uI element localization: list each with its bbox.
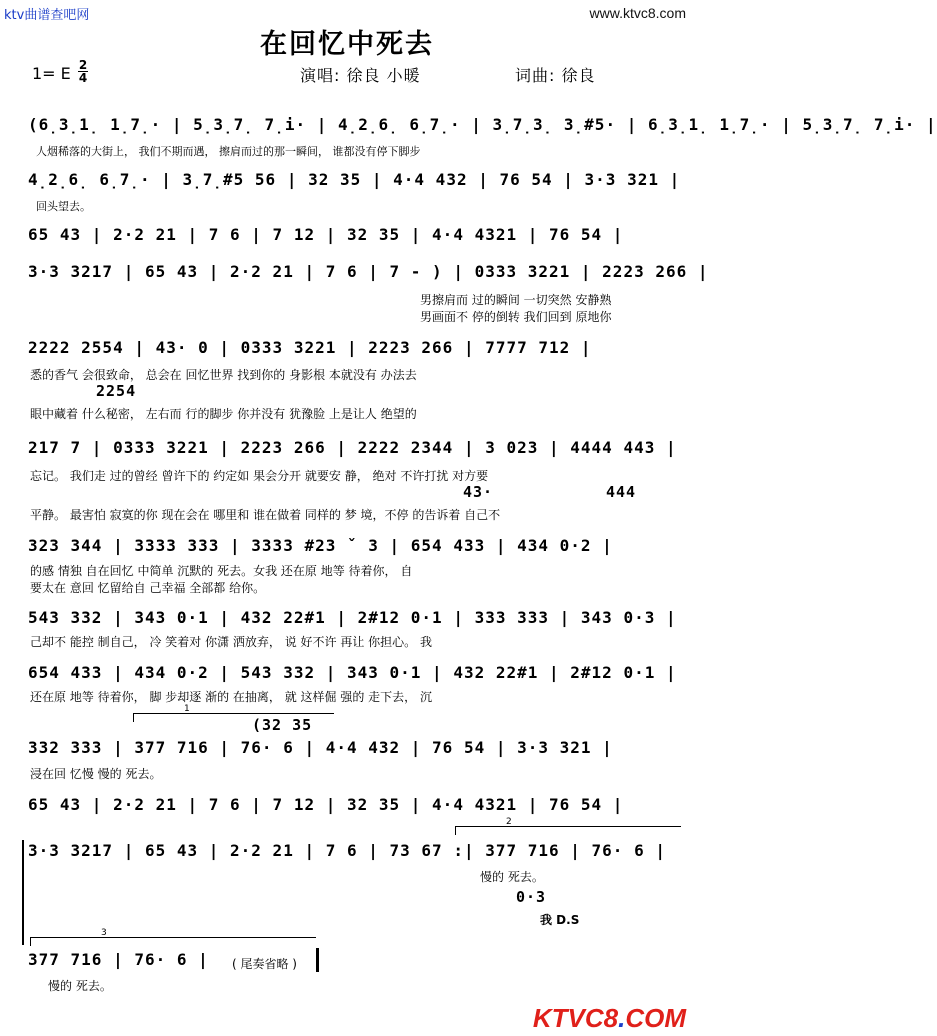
notation-line-11: 65 43 | 2·2 21 | 7 6 | 7 12 | 32 35 | 4·4 4321 | 76 54 |	[28, 795, 624, 814]
time-bottom: 4	[78, 71, 88, 85]
lyric-line-9: 还在原 地等 待着你， 脚 步却逐 渐的 在抽离， 就 这样倔 强的 走下去， 沉	[30, 690, 432, 704]
notation-line-9: 654 433 | 434 0·2 | 543 332 | 343 0·1 | 432 22#1 | 2#12 0·1 |	[28, 663, 677, 682]
writer-credit: 词曲: 徐良	[515, 66, 596, 85]
notation-line-10-alt: (32 35	[252, 716, 313, 734]
lyric-line-6b: 平静。 最害怕 寂寞的你 现在会在 哪里和 谁在做着 同样的 梦 境，不停 的告诉着 自己不	[30, 508, 501, 522]
notation-line-5-alt: 2254	[96, 382, 137, 400]
lyric-line-5a: 悉的香气 会很致命， 总会在 回忆世界 找到你的 身影根 本就没有 办法去	[30, 368, 417, 382]
singer-credit: 演唱: 徐良 小暖	[300, 66, 421, 85]
notation-line-4: 3·3 3217 | 65 43 | 2·2 21 | 7 6 | 7 - ) | 0333 3221 | 2223 266 |	[28, 262, 709, 281]
volta-label-1: 1	[184, 704, 190, 714]
notation-line-13: 377 716 | 76· 6 |	[28, 950, 209, 969]
notation-line-12-alt: 0·3	[516, 888, 547, 906]
lyric-line-12b: 我 D.S	[540, 913, 580, 927]
notation-line-6-alt-a: 43·	[463, 483, 494, 501]
notation-line-5: 2222 2554 | 43· 0 | 0333 3221 | 2223 266 | 7777 712 |	[28, 338, 592, 357]
volta-bracket-3	[30, 928, 316, 946]
time-top: 2	[78, 58, 88, 72]
lyric-line-7a: 的感 情独 自在回忆 中简单 沉默的 死去。女我 还在原 地等 待着你， 自	[30, 564, 413, 578]
notation-line-10: 332 333 | 377 716 | 76· 6 | 4·4 432 | 76 54 | 3·3 321 |	[28, 738, 613, 757]
brand-watermark	[533, 1003, 686, 1034]
site-url-right: www.ktvc8.com	[589, 5, 686, 21]
notation-line-3: 65 43 | 2·2 21 | 7 6 | 7 12 | 32 35 | 4·4 4321 | 76 54 |	[28, 225, 624, 244]
lyric-line-7b: 要太在 意回 忆留给自 己幸福 全部都 给你。	[30, 581, 266, 595]
brand-main: KTVC8	[532, 1003, 619, 1033]
site-name-left: ktv曲谱查吧网	[4, 8, 90, 23]
system-bracket	[22, 840, 24, 945]
lyric-line-13: 慢的 死去。	[48, 979, 112, 993]
lyric-line-12a: 慢的 死去。	[480, 870, 544, 884]
volta-label-3: 3	[101, 928, 107, 938]
notation-line-7: 323 344 | 3333 333 | 3333 #23 ˇ 3 | 654 433 | 434 0·2 |	[28, 536, 613, 555]
lyric-line-5b: 眼中藏着 什么秘密， 左右而 行的脚步 你并没有 犹豫脸 上是让人 绝望的	[30, 407, 417, 421]
lyric-line-1: 人烟稀落的大街上， 我们不期而遇， 擦肩而过的那一瞬间， 谁都没有停下脚步	[36, 145, 421, 158]
lyric-line-4b: 男画面不 停的倒转 我们回到 原地你	[420, 310, 612, 324]
lyric-line-8: 己却不 能控 制自己， 冷 笑着对 你潇 洒放弃， 说 好不许 再让 你担心。 我	[30, 635, 432, 649]
notation-line-8: 543 332 | 343 0·1 | 432 22#1 | 2#12 0·1 | 333 333 | 343 0·3 |	[28, 608, 677, 627]
brand-tail: COM	[625, 1003, 686, 1033]
lyric-line-10: 浸在回 忆慢 慢的 死去。	[30, 767, 162, 781]
notation-line-6: 217 7 | 0333 3221 | 2223 266 | 2222 2344 | 3 023 | 4444 443 |	[28, 438, 677, 457]
outro-omitted-note: ( 尾奏省略 )	[232, 957, 297, 971]
volta-bracket-2	[455, 817, 681, 835]
song-title: 在回忆中死去	[260, 29, 434, 60]
lyric-line-2: 回头望去。	[36, 200, 91, 213]
end-barline	[316, 948, 319, 972]
key-signature: 1= E	[32, 64, 71, 83]
lyric-line-6a: 忘记。 我们走 过的曾经 曾许下的 约定如 果会分开 就要安 静， 绝对 不许打扰 对方要	[30, 469, 489, 483]
notation-line-12: 3·3 3217 | 65 43 | 2·2 21 | 7 6 | 73 67 :| 377 716 | 76· 6 |	[28, 841, 666, 860]
notation-line-6-alt-b: 444	[606, 483, 637, 501]
volta-label-2: 2	[506, 817, 512, 827]
notation-line-1: (6̣3̣1̣ 1̣7̣· | 5̣3̣7̣ 7̣i· | 4̣2̣6̣ 6̣7̣· | 3̣7̣3̣ 3̣#5· | 6̣3̣1̣ 1̣7̣· | 5̣3̣7̣ 7̣i· |	[28, 115, 937, 134]
notation-line-2: 4̣2̣6̣ 6̣7̣· | 3̣7̣#5 56 | 32 35 | 4·4 432 | 76 54 | 3·3 321 |	[28, 170, 681, 189]
lyric-line-4a: 男擦肩而 过的瞬间 一切突然 安静熟	[420, 293, 612, 307]
brand-dot: .	[618, 1003, 626, 1033]
time-signature	[78, 59, 88, 84]
